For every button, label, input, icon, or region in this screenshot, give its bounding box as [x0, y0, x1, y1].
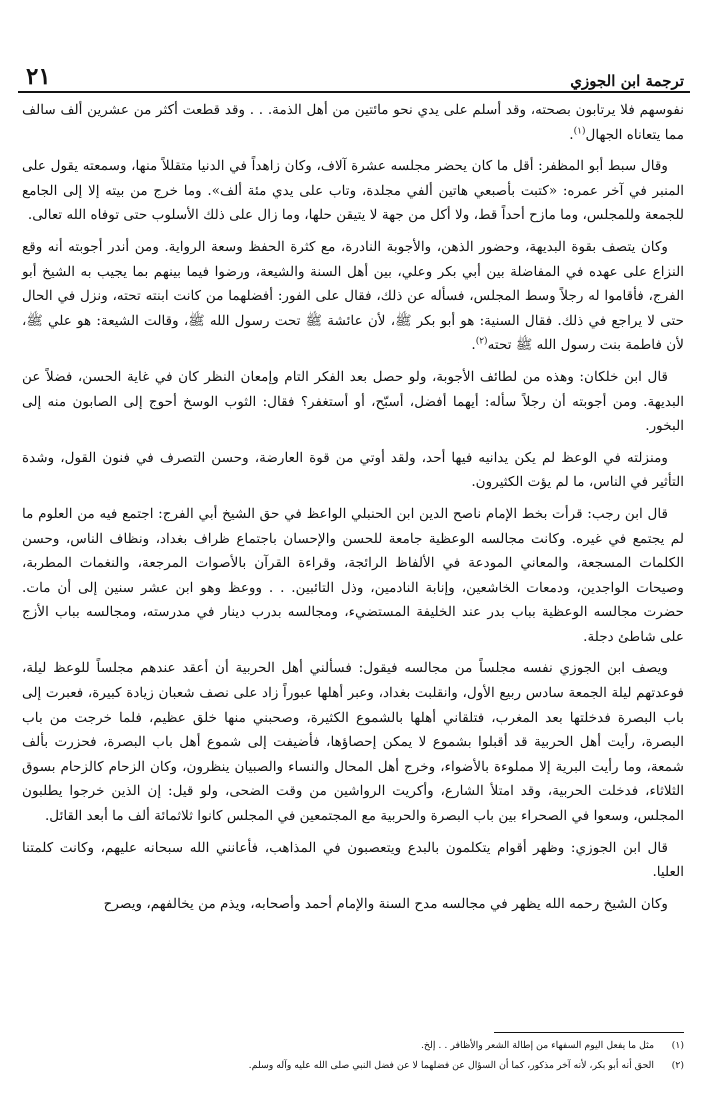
paragraph-text: وكان يتصف بقوة البديهة، وحضور الذهن، والأجوبة النادرة، مع كثرة الحفظ وسعة الرواية. ومن أندر أجوبته أنه وقع النزاع على عهده في المفاضلة بين أبي بكر وعلي، بين أهل السنة والشيعة، ورضوا فيما بينهم بما يجيب به الشيخ أبو الفرج، فأقاموا له رجلاً وسط المجلس، فسأله عن ذلك، فقال على الفور: أفضلهما من كانت ابنته تحته، ونزل في الحال حتى لا يراجع في ذلك. فقال السنية: هو أبو بكر ﷺ، لأن عائشة ﷺ تحت رسول الله ﷺ، وقالت الشيعة: هو علي ﷺ، لأن فاطمة بنت رسول الله ﷺ تحته — [22, 238, 684, 354]
paragraph-end: . — [471, 337, 476, 354]
paragraph-end: . — [569, 126, 574, 143]
header-rule — [18, 91, 690, 93]
footnote-rule — [494, 1032, 684, 1033]
paragraph-text: وكان الشيخ رحمه الله يظهر في مجالسه مدح السنة والإمام أحمد وأصحابه، ويذم من يخالفهم، ويصرح — [103, 895, 668, 912]
footnote-ref: (١) — [573, 126, 586, 137]
footnotes — [60, 1036, 684, 1076]
paragraph — [22, 502, 684, 650]
paragraph — [22, 656, 684, 828]
paragraph-text: وقال سبط أبو المظفر: أقل ما كان يحضر مجلسه عشرة آلاف، وكان زاهداً في الدنيا متقللاً منها، وسمعته يقول على المنبر في آخر عمره: «كتبت بأصبعي هاتين ألفي مجلدة، وتاب على يدي مئة ألف». وما خرج من بيته إلا إلى الجامع للجمعة وللمجلس، وما مازح أحداً قط، ولا أكل من جهة لا يتيقن حلها، وما زال على ذلك الأسلوب حتى توفاه الله تعالى. — [22, 158, 684, 224]
footnote-text: الحق أنه أبو بكر، لأنه آخر مذكور، كما أن السؤال عن فضلهما لا عن فضل النبي صلى الله عليه وآله وسلم. — [248, 1060, 654, 1071]
paragraph — [22, 892, 684, 917]
paragraph-text: قال ابن رجب: قرأت بخط الإمام ناصح الدين ابن الحنبلي الواعظ في حق الشيخ أبي الفرج: اجتمع فيه من العلوم ما لم يجتمع في غيره. وكانت مجالسه الوعظية جامعة للحسن والإحسان باجتماع ظراف بغداد، ونظاف الناس، وحسن الكلمات المسجعة، والمعاني المودعة في الألفاظ الرائجة، وقراءة القرآن بالأصوات المرجعة، والنغمات المطربة، وصيحات الواجدين، ودمعات الخاشعين، وإنابة النادمين، وذل التائبين. . . ووعظ وهو ابن عشر سنين إلى أن مات. حضرت مجالسه الوعظية بباب بدر عند الخليفة المستضيء، ومجالسه بدرب دينار في مدرسته، ومجالسه بباب الأزج على شاطئ دجلة. — [22, 505, 684, 645]
footnote-number: (١) — [671, 1040, 684, 1051]
footnote-text: مثل ما يفعل اليوم السفهاء من إطالة الشعر والأظافر . . إلخ. — [420, 1040, 654, 1051]
paragraph — [22, 154, 684, 228]
paragraph — [22, 446, 684, 495]
page-number: ٢١ — [26, 63, 51, 90]
paragraph-text: قال ابن الجوزي: وظهر أقوام يتكلمون بالبدع ويتعصبون في المذاهب، فأعانني الله سبحانه عليهم، وكانت كلمتنا العليا. — [22, 839, 684, 881]
running-title: ترجمة ابن الجوزي — [570, 72, 684, 90]
body-text — [22, 98, 684, 923]
page-header — [26, 56, 684, 90]
paragraph-text: نفوسهم فلا يرتابون بصحته، وقد أسلم على يدي نحو مائتين من أهل الذمة. . . وقد قطعت أكثر من عشرين ألف سالف مما يتعاناه الجهال — [22, 102, 684, 143]
paragraph-text: ومنزلته في الوعظ لم يكن يدانيه فيها أحد، ولقد أوتي من قوة العارضة، وحسن التصرف في فنون القول، وشدة التأثير في الناس، ما لم يؤت الكثيرون. — [22, 449, 684, 491]
footnote-ref: (٢) — [475, 336, 488, 347]
paragraph — [22, 365, 684, 439]
paragraph-text: قال ابن خلكان: وهذه من لطائف الأجوبة، ولو حصل بعد الفكر التام وإمعان النظر كان في غاية الحسن، فضلاً عن البديهة. ومن أجوبته أن رجلاً سأله: أيهما أفضل، أسبّح، أو أستغفر؟ فقال: الثوب الوسخ أحوج إلى الصابون منه إلى البخور. — [22, 368, 684, 435]
footnote — [60, 1036, 684, 1056]
footnote — [60, 1056, 684, 1076]
footnote-number: (٢) — [671, 1060, 684, 1071]
paragraph — [22, 235, 684, 358]
paragraph — [22, 836, 684, 885]
paragraph-text: ويصف ابن الجوزي نفسه مجلساً من مجالسه فيقول: فسألني أهل الحربية أن أعقد عندهم مجلساً للوعظ ليلة، فوعدتهم ليلة الجمعة سادس ربيع الأول، وانقلبت بغداد، وعبر أهلها عبوراً زاد على نصف شعبان زيادة كبيرة، فعبرت إلى باب البصرة فدخلتها بعد المغرب، فتلقاني أهلها بالشموع الكثيرة، وصحبني منها خلق عظيم، فلما خرجت من باب البصرة، رأيت أهل الحربية قد أقبلوا بشموع لا يمكن إحصاؤها، فأضيفت إلى شموع أهل باب البصرة، فحزرت بألف شمعة، وما رأيت البرية إلا مملوءة بالأضواء، وخرج أهل المحال والنساء والصبيان ينظرون، وكان الزحام كالزحام بسوق الثلاثاء، فدخلت الحربية، وقد امتلأ الشارع، وأكريت الرواشين من وقت الضحى، ولو قيل: إن الذين خرجوا يطلبون المجلس، وسعوا في الصحراء بين باب البصرة والحربية مع المجتمعين في المجلس كانوا ثلاثمائة ألف ما أبعد القائل. — [22, 660, 684, 825]
paragraph — [22, 98, 684, 147]
